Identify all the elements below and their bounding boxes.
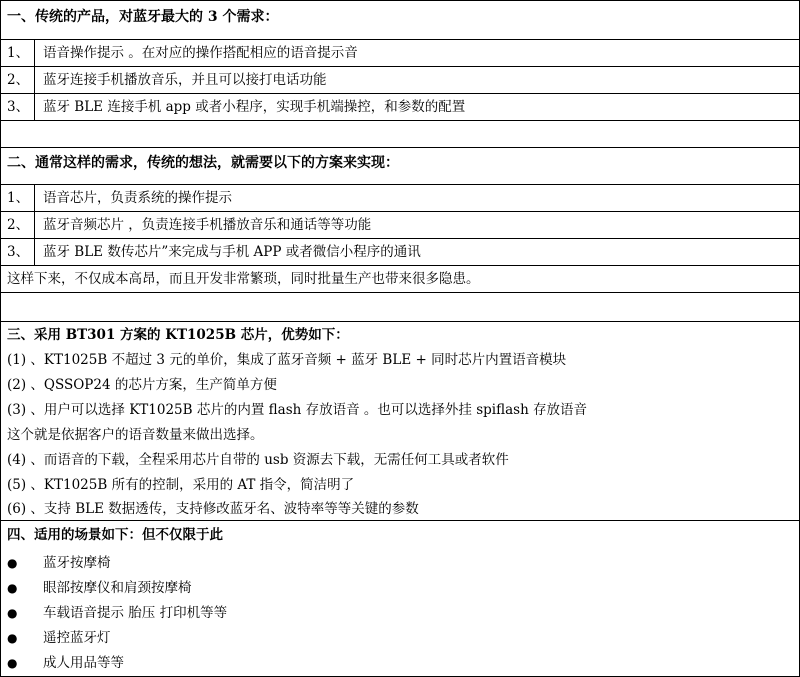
item-text: 蓝牙 BLE 数传芯片”来完成与手机 APP 或者微信小程序的通讯 (43, 244, 421, 260)
blank-row (1, 121, 799, 148)
bullet-icon: ● (7, 656, 18, 670)
item-text: 蓝牙音频芯片 ，负责连接手机播放音乐和通话等等功能 (43, 217, 372, 233)
section3-title: 三、采用 BT301 方案的 KT1025B 芯片，优势如下： (7, 327, 349, 343)
section3-line-4: 这个就是依据客户的语音数量来做出选择。 (7, 427, 264, 443)
item-text: 蓝牙连接手机播放音乐，并且可以接打电话功能 (43, 72, 327, 88)
section2-item-3 (1, 239, 799, 266)
item-number: 1、 (1, 40, 35, 66)
item-number: 2、 (1, 212, 35, 238)
item-text: 蓝牙 BLE 连接手机 app 或者小程序，实现手机端操控，和参数的配置 (43, 99, 466, 115)
section3-line-1: (1) 、KT1025B 不超过 3 元的单价，集成了蓝牙音频 + 蓝牙 BLE + 同时芯片内置语音模块 (7, 352, 567, 368)
section4-title: 四、适用的场景如下：但不仅限于此 (7, 527, 223, 543)
item-number: 1、 (1, 185, 35, 211)
section2-item-1 (1, 185, 799, 212)
section2-item-2 (1, 212, 799, 239)
bullet-icon: ● (7, 606, 18, 620)
section1-title: 一、传统的产品，对蓝牙最大的 3 个需求： (1, 1, 799, 40)
bullet-icon: ● (7, 631, 18, 645)
scenario-item-4: 遥控蓝牙灯 (43, 630, 111, 646)
section3-line-2: (2) 、QSSOP24 的芯片方案，生产简单方便 (7, 377, 277, 393)
scenario-item-5: 成人用品等等 (43, 655, 124, 671)
section3-block (1, 322, 799, 521)
scenario-item-3: 车载语音提示 胎压 打印机等等 (43, 605, 228, 621)
item-text: 语音操作提示 。在对应的操作搭配相应的语音提示音 (43, 45, 358, 61)
blank-row (1, 293, 799, 322)
section3-line-6: (5) 、KT1025B 所有的控制，采用的 AT 指令，简洁明了 (7, 477, 355, 493)
bullet-icon: ● (7, 556, 18, 570)
section1-item-1 (1, 40, 799, 67)
section1-item-3 (1, 94, 799, 121)
item-number: 3、 (1, 94, 35, 120)
section3-line-3: (3) 、用户可以选择 KT1025B 芯片的内置 flash 存放语音 。也可以选择外挂 spiflash 存放语音 (7, 402, 588, 418)
section1-item-2 (1, 67, 799, 94)
scenario-item-2: 眼部按摩仪和肩颈按摩椅 (43, 580, 192, 596)
scenario-item-1: 蓝牙按摩椅 (43, 555, 111, 571)
section2-title: 二、通常这样的需求，传统的想法，就需要以下的方案来实现： (1, 148, 799, 185)
item-text: 语音芯片，负责系统的操作提示 (43, 190, 232, 206)
section3-line-7: (6) 、支持 BLE 数据透传，支持修改蓝牙名、波特率等等关键的参数 (7, 501, 419, 517)
section2-note: 这样下来，不仅成本高昂，而且开发非常繁琐，同时批量生产也带来很多隐患。 (1, 266, 799, 293)
item-number: 3、 (1, 239, 35, 265)
bullet-icon: ● (7, 581, 18, 595)
section3-line-5: (4) 、而语音的下载，全程采用芯片自带的 usb 资源去下载，无需任何工具或者软件 (7, 452, 509, 468)
section4-block (1, 521, 799, 676)
item-number: 2、 (1, 67, 35, 93)
